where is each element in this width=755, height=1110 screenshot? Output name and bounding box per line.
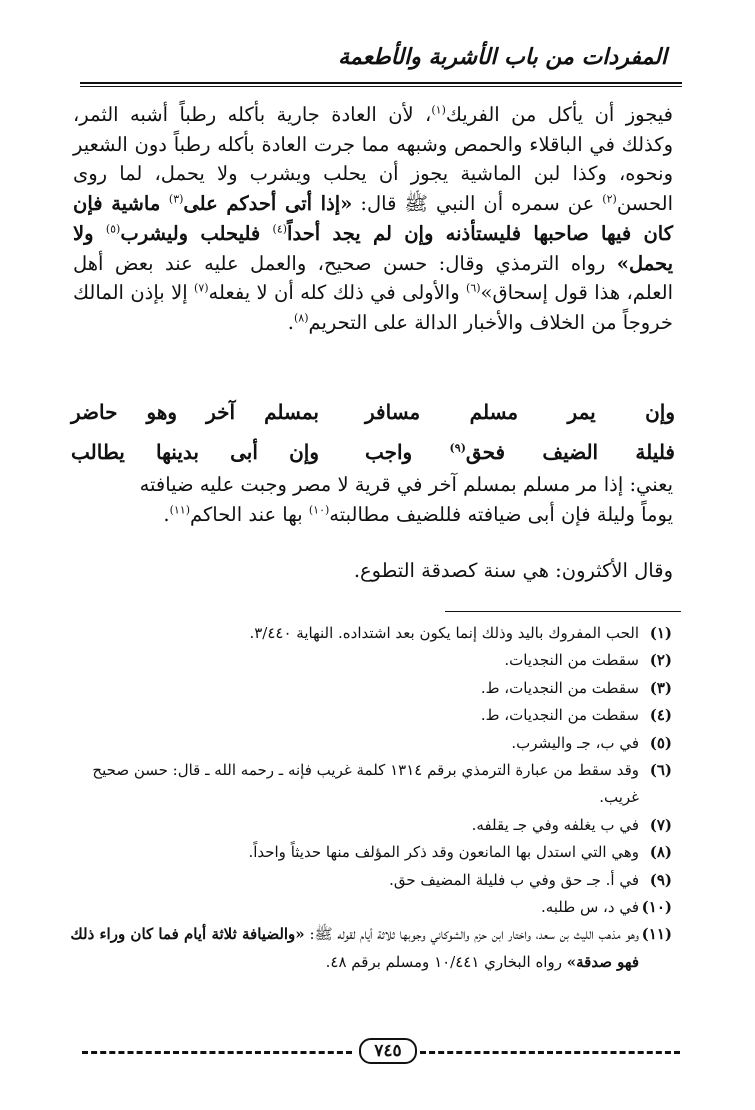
hadith-text: ماشية فإن <box>73 192 169 216</box>
footer-dashed-rule-left <box>82 1051 352 1054</box>
footnote-number: (٤) <box>649 706 672 725</box>
verse-hemistich-left: وإن أبى بدينها يطالب <box>71 440 319 464</box>
footnote-ref: (٥) <box>105 222 121 236</box>
footnote-number: (٨) <box>649 843 672 862</box>
text-run: وهو مذهب الليث بن سعد، واختار ابن حزم والشوكاني وجوبها ثلاثة أيام لقوله ﷺ: <box>309 925 639 944</box>
footnote-text: وقد سقط من عبارة الترمذي برقم ١٣١٤ كلمة غريب فإنه ـ رحمه الله ـ قال: حسن صحيح غريب. <box>92 761 639 807</box>
text-run: واجب <box>365 440 450 464</box>
footnote-ref: (١١) <box>169 503 190 516</box>
explanation-paragraph-2 <box>73 556 673 586</box>
footnote-number: (١١) <box>641 925 672 944</box>
text-run: بها عند الحاكم <box>190 502 309 526</box>
footnote-item <box>68 647 672 674</box>
main-text-block <box>73 100 673 338</box>
footnote-item <box>68 620 672 647</box>
text-run: الحسن <box>616 192 673 216</box>
footnote-text: في د، س طلبه. <box>540 898 639 917</box>
footnote-item <box>68 921 672 976</box>
footnote-number: (٣) <box>649 678 672 697</box>
hadith-text: يحمل» <box>616 251 673 275</box>
verse-hemistich-right: وإن يمر مسلم مسافر <box>365 400 675 424</box>
main-paragraph <box>73 100 673 338</box>
footnote-item <box>68 730 672 757</box>
footnote-text: في أ. جـ حق وفي ب فليلة المضيف حق. <box>389 870 639 889</box>
header-rule-thin <box>80 86 682 87</box>
footnote-text <box>68 921 639 976</box>
text-run: ، لأن العادة جارية بأكله رطباً أشبه الثمر، <box>73 103 432 126</box>
footnote-item <box>68 812 672 839</box>
footnote-item <box>68 757 672 812</box>
footnote-separator <box>445 611 681 612</box>
text-run: المالك خروجاً من الخلاف والأخبار الدالة على التحريم <box>73 281 673 334</box>
footnote-number: (١٠) <box>641 898 672 917</box>
footnote-text: في ب يغلفه وفي جـ يقلفه. <box>471 815 639 834</box>
page-number: ٧٤٥ <box>359 1038 417 1064</box>
text-run: يوماً وليلة فإن أبى ضيافته فللضيف مطالبته <box>329 502 673 526</box>
text-run: إلا بإذن <box>130 281 195 305</box>
footnotes-list <box>68 620 672 976</box>
text-run: رواه الترمذي وقال: حسن صحيح، والعمل عليه عند بعض أهل <box>73 251 617 275</box>
text-run: ونحوه، وكذا لبن الماشية يجوز أن يحلب ويشرب ولا يحمل، لما روى <box>73 162 673 186</box>
hadith-text: فليحلب وليشرب <box>120 221 273 245</box>
footnote-ref: (٣) <box>168 192 184 206</box>
footnote-ref: (٨) <box>293 311 309 325</box>
footnote-number: (١) <box>649 624 672 642</box>
explanation-line: وقال الأكثرون: هي سنة كصدقة التطوع. <box>353 559 673 582</box>
footnote-ref: (٦) <box>466 281 481 295</box>
hadith-text: «إذا أتى أحدكم على <box>183 192 353 216</box>
footnote-text: وهي التي استدل بها المانعون وقد ذكر المؤلف منها حديثاً واحداً. <box>248 843 639 862</box>
footnote-text: الحب المفروك باليد وذلك إنما يكون بعد اشتداده. النهاية ٣/٤٤٠. <box>249 624 639 642</box>
footnote-ref: (١) <box>431 103 446 117</box>
footnote-item <box>68 839 672 866</box>
running-header-title: المفردات من باب الأشربة والأطعمة <box>338 44 667 70</box>
verse-hemistich-right <box>365 432 675 472</box>
page-footer <box>82 1038 680 1064</box>
verse-line-1 <box>71 392 675 432</box>
text-run: وكذلك في الباقلاء والحمص وشبهه مما جرت العادة بأكله رطباً دون الشعير <box>73 132 673 156</box>
footer-dashed-rule-right <box>420 1051 680 1054</box>
header-rule-thick <box>80 82 682 84</box>
poem-verses <box>71 392 675 472</box>
footnote-number: (٦) <box>649 761 672 780</box>
text-run: . <box>287 310 294 334</box>
text-run: فيجوز أن يأكل من الفريك <box>445 103 673 126</box>
footnote-item <box>68 675 672 702</box>
text-run: رواه البخاري ١٠/٤٤١ ومسلم برقم ٤٨. <box>325 952 567 971</box>
footnote-text: سقطت من النجديات. <box>504 651 639 670</box>
text-run: العلم، هذا قول إسحاق» <box>480 281 674 305</box>
footnote-number: (٩) <box>649 870 672 889</box>
text-run: عن سمره أن النبي ﷺ قال: <box>352 192 603 216</box>
explanation-paragraph <box>73 470 673 529</box>
footnote-text: سقطت من النجديات، ط. <box>480 706 639 725</box>
footnote-text: في ب، جـ واليشرب. <box>511 733 639 752</box>
text-run: . <box>163 502 170 526</box>
verse-hemistich-left: بمسلم آخر وهو حاضر <box>71 400 319 424</box>
text-run: والأولى في ذلك كله أن لا يفعله <box>208 281 467 305</box>
footnote-text: سقطت من النجديات، ط. <box>480 678 639 697</box>
footnote-item <box>68 867 672 894</box>
verse-line-2 <box>71 432 675 472</box>
footnote-ref: (٩) <box>449 441 466 455</box>
footnote-number: (٢) <box>649 651 672 670</box>
hadith-text: ولا <box>73 221 106 245</box>
footnote-ref: (٢) <box>602 192 617 206</box>
text-run: فليلة الضيف فحق <box>465 440 675 464</box>
explanation-line <box>73 470 673 529</box>
footnote-number: (٥) <box>649 733 672 752</box>
footnote-number: (٧) <box>649 815 672 834</box>
footnote-ref: (١٠) <box>308 503 330 516</box>
text-run: يعني: إذا مر مسلم بمسلم آخر في قرية لا مصر وجبت عليه ضيافته <box>139 473 673 496</box>
footnote-item <box>68 894 672 921</box>
footnote-ref: (٧) <box>194 281 209 295</box>
footnote-item <box>68 702 672 729</box>
hadith-text: «والضيافة ثلاثة أيام فما كان وراء ذلك فهو صدقة» <box>70 925 639 971</box>
hadith-text: كان فيها صاحبها فليستأذنه وإن لم يجد أحداً <box>287 221 674 245</box>
footnote-ref: (٤) <box>272 222 288 236</box>
